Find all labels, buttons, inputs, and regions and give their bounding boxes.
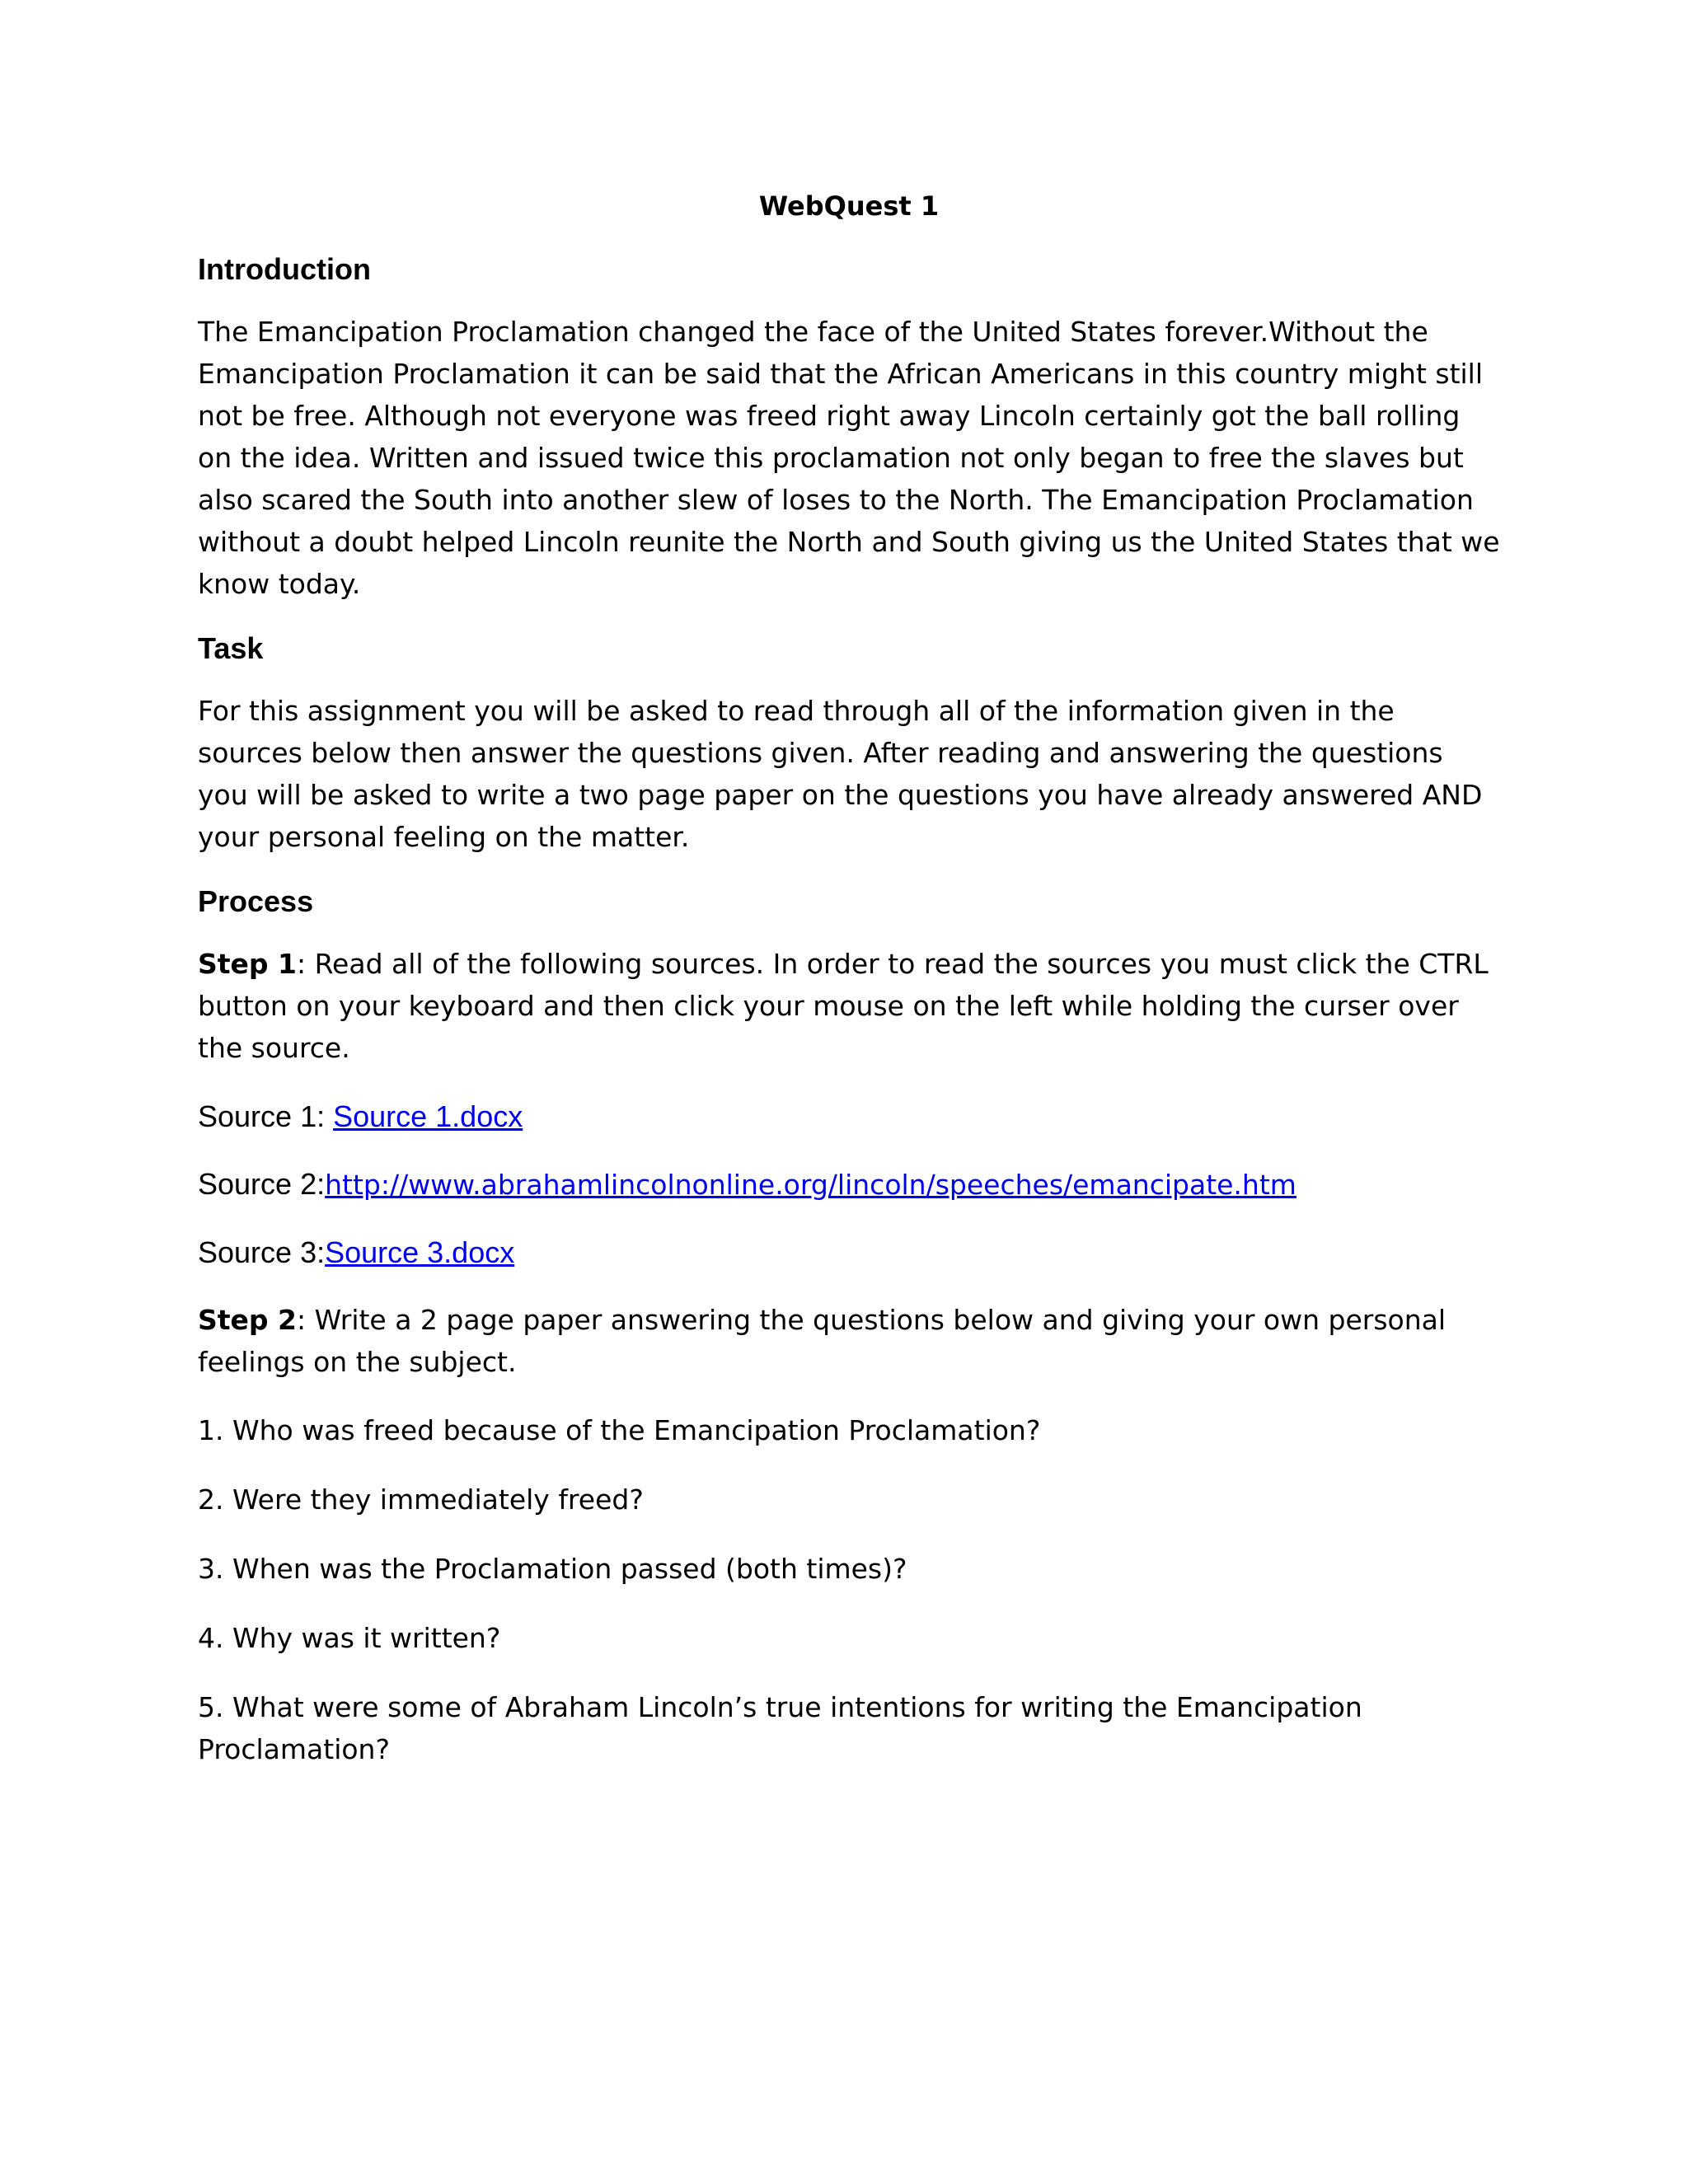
source-1-label: Source 1:	[198, 1099, 334, 1133]
introduction-text: The Emancipation Proclamation changed the face of the United States forever.Without the Emancipation Proclamation it can be said that the African Americans in this country might still not be free. Although not everyone was freed right away Lincoln certainly got the ball rolling on the idea. Written and issued twice this proclamation not only began to free the slaves but also scared the South into another slew of loses to the North. The Emancipation Proclamation without a doubt helped Lincoln reunite the North and South giving us the United States that we know today.	[198, 315, 1500, 600]
source-3-label: Source 3:	[198, 1235, 326, 1269]
step-1-paragraph	[198, 943, 1500, 1069]
source-2-label: Source 2:	[198, 1166, 326, 1201]
task-text: For this assignment you will be asked to read through all of the information given in the sources below then answer the questions given. After reading and answering the questions you will be asked to write a two page paper on the questions you have already answered AND your personal feeling on the matter.	[198, 694, 1483, 853]
source-1-line	[198, 1095, 1500, 1138]
step-1-text: : Read all of the following sources. In order to read the sources you must click the CTRL button on your keyboard and then click your mouse on the left while holding the curser over the source.	[198, 947, 1489, 1064]
step-2-text: : Write a 2 page paper answering the questions below and giving your own personal feelings on the subject.	[198, 1303, 1447, 1378]
question-2: 2. Were they immediately freed?	[198, 1483, 644, 1516]
source-2-link[interactable]: http://www.abrahamlincolnonline.org/lincoln/speeches/emancipate.htm	[325, 1168, 1296, 1201]
question-3: 3. When was the Proclamation passed (both times)?	[198, 1552, 907, 1585]
step-1-label: Step 1	[198, 947, 297, 980]
document-page	[198, 190, 1500, 1797]
question-5: 5. What were some of Abraham Lincoln’s true intentions for writing the Emancipation Proclamation?	[198, 1690, 1362, 1765]
document-title: WebQuest 1	[758, 190, 940, 222]
step-2-label: Step 2	[198, 1303, 297, 1336]
source-3-line	[198, 1231, 1500, 1274]
task-heading: Task	[198, 630, 264, 665]
step-2-paragraph	[198, 1299, 1500, 1383]
source-2-line	[198, 1163, 1500, 1207]
question-4: 4. Why was it written?	[198, 1621, 501, 1654]
question-1: 1. Who was freed because of the Emancipation Proclamation?	[198, 1413, 1041, 1446]
process-heading: Process	[198, 883, 314, 918]
introduction-heading: Introduction	[198, 251, 371, 286]
source-1-link[interactable]: Source 1.docx	[333, 1099, 523, 1133]
source-3-link[interactable]: Source 3.docx	[325, 1235, 515, 1269]
